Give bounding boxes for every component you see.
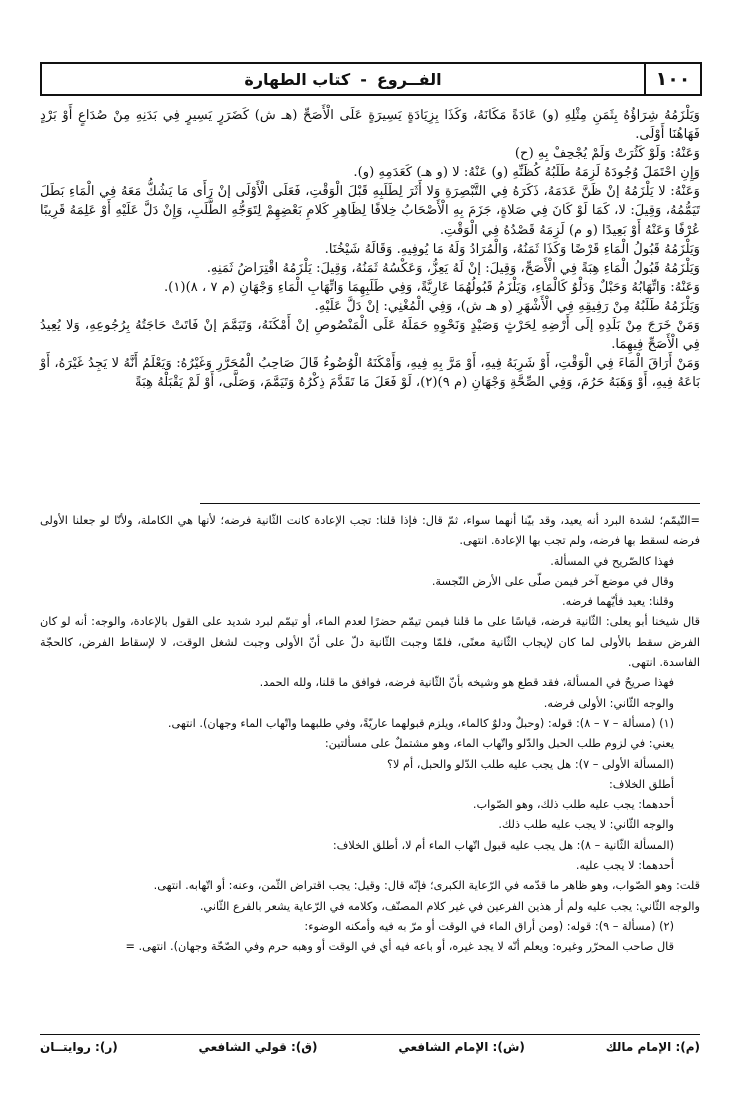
- footnote-line: قلت: وهو الصّواب، وهو ظاهر ما قدّمه في الرّعاية الكبرى؛ فإنّه قال: وقيل: يجب اقتراض الثّمن، وعنه: أو اتّهابه. انتهى.: [153, 879, 700, 893]
- footnote-line: والوجه الثّاني: يجب عليه ولم أر هذين الفرعين في غير كلام المصنّف، وكلامه في الرّعاية يشعر بالفرع الثّاني.: [199, 899, 700, 913]
- legend-shafii: (ش): الإمام الشافعي: [398, 1040, 525, 1054]
- title-separator: -: [360, 69, 367, 89]
- main-paragraph: وَمَنْ خَرَجَ مِنْ بَلَدِهِ إلَى أَرْضِهِ لِحَرْثٍ وَصَيْدٍ وَنَحْوِهِ حَمَلَهُ عَلَى الْمَنْصُوصِ إنْ أَمْكَنَهُ، وَتَيَمَّمَ إنْ فَاتَتْ حَاجَتُهُ بِرُجُوعِهِ، وَلا يُعِيدُ فِي الْأَصَحِّ فِيهِمَا.: [40, 318, 700, 353]
- footnote-line: أحدهما: لا يجب عليه.: [575, 859, 674, 873]
- footnote-line: (١) (مسألة – ٧ – ٨): قوله: (وحبلٌ ودلوٌ كالماء، ويلزم قبولهما عاريّةً، وفي طلبهما واتّهاب الماء وجهان). انتهى.: [167, 716, 674, 730]
- main-paragraph: وَإِنِ احْتَمَلَ وُجُودَهُ لَزِمَهُ طَلَبُهُ كُظَنِّهِ (و) عَنْهُ: لا (و هـ) كَعَدَمِهِ (و).: [353, 165, 700, 181]
- legend-malik: (م): الإمام مالك: [605, 1040, 700, 1054]
- page-header: [40, 62, 702, 96]
- footnote-line: فهذا كالصّريح في المسألة.: [550, 554, 674, 568]
- main-paragraph: وَمَنْ أَرَاقَ الْمَاءَ فِي الْوَقْتِ، أَوْ شَرِبَهُ فِيهِ، أَوْ مَرَّ بِهِ فِيهِ، وَأَمْكَنَهُ الْوُضُوءُ قَالَ صَاحِبُ الْمُحَرَّرِ وَغَيْرُهُ: وَيَعْلَمُ أَنَّهُ لا يَجِدُ غَيْرَهُ، أَوْ بَاعَهُ فِيهِ، أَوْ وَهَبَهُ حَرُمَ، وَفِي الصِّحَّةِ وَجْهَانِ (م ٩)(٢)، لَوْ فَعَلَ مَا تَقَدَّمَ ذِكْرُهُ وَتَيَمَّمَ، وَصَلَّى، أَوْ لَمْ يَقْبَلْهُ هِبَةً: [40, 356, 700, 391]
- footnote-line: وقلنا: يعيد فأيّهما فرضه.: [562, 595, 674, 609]
- main-text: [40, 106, 700, 392]
- main-paragraph: وَعَنْهُ: وَلَوْ كَثُرَتْ وَلَمْ يُجْحِفْ بِهِ (ح): [514, 146, 700, 162]
- main-paragraph: وَعَنْهُ: لا يَلْزَمُهُ إنْ ظَنَّ عَدَمَهُ، ذَكَرَهُ فِي التَّبْصِرَةِ وَلا أَثَرَ لِطَلَبِهِ قَبْلَ الْوَقْتِ، فَعَلَى الْأَوْلَى إنْ رَأَى مَا يَشُكُّ مَعَهُ فِي الْمَاءِ بَطَلَ تَيَمُّمُهُ، وَقِيلَ: لا، كَمَا لَوْ كَانَ فِي صَلاةٍ، جَزَمَ بِهِ الْأَصْحَابُ خِلافًا لِظَاهِرِ كَلامِ بَعْضِهِمْ لِتَوَجُّهِ الطَّلَبِ، وَإِنْ دَلَّ عَلَيْهِ أَوْ عَلِمَهُ قَرِيبًا عُرْفًا وَعَنْهُ أَوْ بَعِيدًا (و م) لَزِمَهُ قَصْدُهُ فِي الْوَقْتِ.: [40, 184, 700, 238]
- footnote-line: قال شيخنا أبو يعلى: الثّانية فرضه، قياسًا على ما قلنا فيمن تيمّم حضرًا لعدم الماء، أو تيمّم لبرد شديد على القول بالإعادة، والوجه: أنه لو كان الفرض سقط بالأولى لما كان لإيجاب الثّانية معنًى، فلمّا وجبت الثّانية دلّ على أنّ الأولى وجبت لشغل الوقت، لا لإسقاط الفرض، كالحجّة الفاسدة. انتهى.: [40, 615, 700, 670]
- main-paragraph: وَيَلْزَمُهُ شِرَاؤُهُ بِثَمَنِ مِثْلِهِ (و) عَادَةً مَكَانَهُ، وَكَذَا بِزِيَادَةٍ يَسِيرَةٍ عَلَى الْأَصَحِّ (هـ ش) كَضَرَرٍ يَسِيرٍ فِي بَدَنِهِ مِنْ صُدَاعٍ أَوْ بَرْدٍ فَهَاهُنَا أَوْلَى.: [40, 108, 700, 143]
- main-paragraph: وَيَلْزَمُهُ قَبُولُ الْمَاءِ قَرْضًا وَكَذَا ثَمَنُهُ، وَالْمُرَادُ وَلَهُ مَا يُوفِيهِ. وَقَالَهُ شَيْخُنَا.: [324, 241, 700, 257]
- main-paragraph: وَيَلْزَمُهُ قَبُولُ الْمَاءِ هِبَةً فِي الْأَصَحِّ، وَقِيلَ: إنْ لَهُ يَعِزُّ، وَعَكْسُهُ ثَمَنُهُ، وَقِيلَ: يَلْزَمُهُ اقْتِرَاضُ ثَمَنِهِ.: [206, 260, 700, 276]
- footnote-line: =التّيمّم؛ لشدة البرد أنه يعيد، وقد بيّنا أنهما سواء، ثمّ قال: فإذا قلنا: تجب الإعادة كانت الثّانية فرضه؛ لأنها هي الكاملة، ولأنّا لو جعلنا الأولى فرضه لسقط بها فرضه، ولم تجب بها الإعادة. انتهى.: [40, 514, 700, 548]
- footnote-line: قال صاحب المحرّر وغيره: ويعلم أنّه لا يجد غيره، أو باعه فيه أي في الوقت أو وهبه حرم وفي الصّحّة وجهان). انتهى. =: [125, 940, 674, 954]
- footnote-line: (المسألة الثّانية – ٨): هل يجب عليه قبول اتّهاب الماء أم لا، أطلق الخلاف:: [332, 838, 674, 852]
- book-title: كتاب الطهارة: [244, 69, 351, 89]
- footnotes: [40, 511, 700, 958]
- footnote-line: وقال في موضع آخر فيمن صلّى على الأرض النّجسة.: [431, 574, 674, 588]
- running-title: [42, 64, 644, 94]
- page-number: ١٠٠: [644, 64, 700, 94]
- legend-two-narrations: (ر): روايتــان: [40, 1040, 118, 1054]
- footnote-separator: [200, 503, 700, 504]
- legend-shafii-two-opinions: (ق): قولي الشافعي: [198, 1040, 318, 1054]
- footnote-line: والوجه الثّاني: الأولى فرضه.: [543, 696, 674, 710]
- footnote-line: (٢) (مسألة – ٩): قوله: (ومن أراق الماء في الوقت أو مرّ به فيه وأمكنه الوضوء:: [304, 919, 674, 933]
- legend-separator: [40, 1034, 700, 1035]
- abbreviation-legend: [40, 1040, 700, 1062]
- footnote-line: والوجه الثّاني: لا يجب عليه طلب ذلك.: [498, 818, 674, 832]
- footnote-line: أحدهما: يجب عليه طلب ذلك، وهو الصّواب.: [472, 798, 674, 812]
- main-paragraph: وَيَلْزَمُهُ طَلَبُهُ مِنْ رَفِيقِهِ فِي الْأَشْهَرِ (و هـ ش)، وَفِي الْمُغْنِي: إنْ دَلَّ عَلَيْهِ.: [314, 298, 700, 314]
- footnote-line: فهذا صريحٌ في المسألة، فقد قطع هو وشيخه بأنّ الثّانية فرضه، فوافق ما قلنا، ولله الحمد.: [259, 676, 674, 690]
- footnote-line: (المسألة الأولى – ٧): هل يجب عليه طلب الدّلو والحبل، أم لا؟: [387, 757, 674, 771]
- footnote-line: يعني: في لزوم طلب الحبل والدّلو واتّهاب الماء، وهو مشتملٌ على مسألتين:: [324, 737, 674, 751]
- footnote-line: أطلق الخلاف:: [608, 777, 674, 791]
- section-title: الفــروع: [376, 69, 442, 89]
- main-paragraph: وَعَنْهُ: وَاتِّهَابُهُ وَحَبْلٌ وَدَلْوٌ كَالْمَاءِ، وَيَلْزَمُ قَبُولُهُمَا عَارِيَّةً، وَفِي طَلَبِهِمَا وَاتِّهَابِ الْمَاءِ وَجْهَانِ (م ٧ ، ٨)(١).: [163, 279, 700, 295]
